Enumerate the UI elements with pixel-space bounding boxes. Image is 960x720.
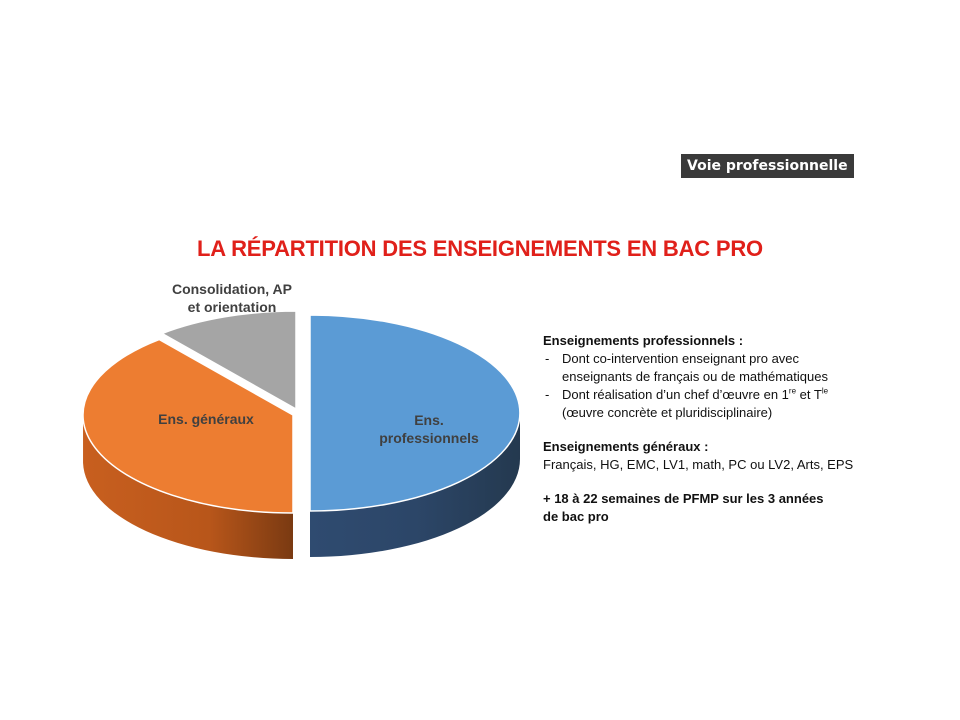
info-panel: [543, 332, 873, 526]
pfmp-note: + 18 à 22 semaines de PFMP sur les 3 années de bac pro: [543, 491, 824, 524]
slice-label-gen: Ens. généraux: [158, 411, 254, 427]
pro-item: - Dont co-intervention enseignant pro avec enseignants de français ou de mathématiques: [545, 351, 828, 384]
chart-title: LA RÉPARTITION DES ENSEIGNEMENTS EN BAC PRO: [197, 236, 763, 261]
pro-item: - Dont réalisation d’un chef d’œuvre en 1re et $T^{le}$ (œuvre concrète et pluridisciplinaire): [545, 386, 829, 420]
slice-label-pro: Ens. professionnels: [379, 412, 479, 446]
pro-block: [543, 332, 873, 422]
gen-text: Français, HG, EMC, LV1, math, PC ou LV2, Arts, EPS: [543, 457, 854, 472]
section-tag: Voie professionnelle: [681, 154, 854, 178]
gen-block: [543, 438, 873, 474]
gen-heading: Enseignements généraux :: [543, 439, 709, 454]
slice-label-cons: Consolidation, AP et orientation: [171, 281, 293, 315]
pro-heading: Enseignements professionnels :: [543, 333, 744, 348]
